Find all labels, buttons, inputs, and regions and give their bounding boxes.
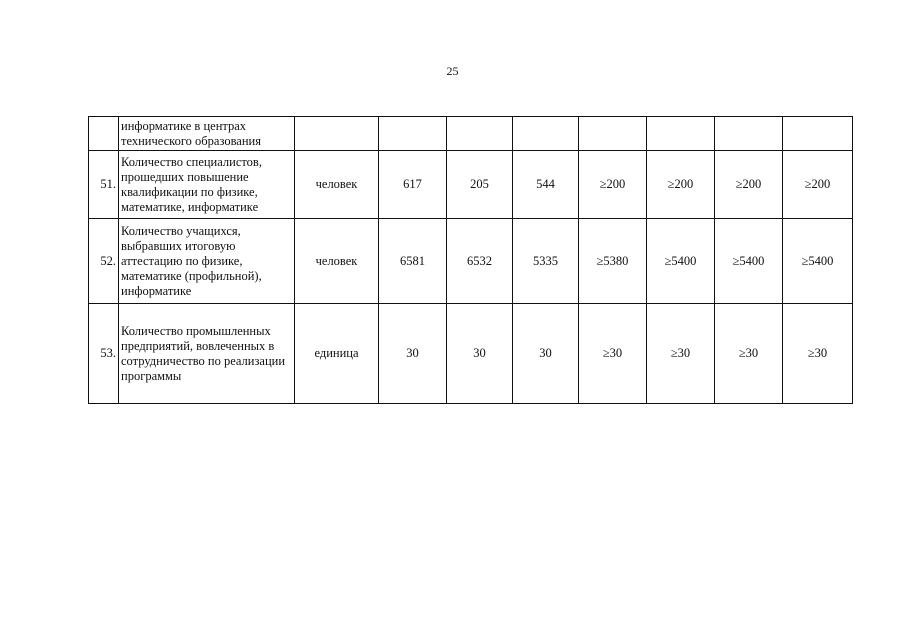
value-cell: ≥30	[647, 304, 715, 404]
value-cell: ≥30	[783, 304, 853, 404]
value-cell: ≥30	[579, 304, 647, 404]
value-cell: ≥200	[783, 151, 853, 219]
value-cell: ≥5400	[715, 219, 783, 304]
value-cell: 5335	[513, 219, 579, 304]
value-cell: 544	[513, 151, 579, 219]
indicators-table	[88, 116, 853, 404]
value-cell	[447, 117, 513, 151]
value-cell: ≥30	[715, 304, 783, 404]
table-row	[89, 117, 853, 151]
value-cell: 205	[447, 151, 513, 219]
unit-cell: единица	[295, 304, 379, 404]
unit-cell: человек	[295, 219, 379, 304]
indicator-name: информатике в центрах технического образования	[119, 117, 295, 151]
value-cell: 30	[447, 304, 513, 404]
value-cell: ≥5380	[579, 219, 647, 304]
value-cell	[579, 117, 647, 151]
indicator-name: Количество промышленных предприятий, вовлеченных в сотрудничество по реализации программы	[119, 304, 295, 404]
unit-cell	[295, 117, 379, 151]
value-cell	[379, 117, 447, 151]
value-cell: ≥200	[579, 151, 647, 219]
value-cell	[647, 117, 715, 151]
value-cell: 6532	[447, 219, 513, 304]
value-cell: ≥5400	[783, 219, 853, 304]
table-row	[89, 219, 853, 304]
row-number	[89, 117, 119, 151]
value-cell: 6581	[379, 219, 447, 304]
value-cell: ≥5400	[647, 219, 715, 304]
table-row	[89, 304, 853, 404]
page-number: 25	[446, 64, 459, 78]
indicator-name: Количество учащихся, выбравших итоговую аттестацию по физике, математике (профильной), информатике	[119, 219, 295, 304]
row-number: 53.	[89, 304, 119, 404]
row-number: 52.	[89, 219, 119, 304]
value-cell	[783, 117, 853, 151]
table-row	[89, 151, 853, 219]
value-cell	[513, 117, 579, 151]
value-cell: 30	[513, 304, 579, 404]
unit-cell: человек	[295, 151, 379, 219]
value-cell	[715, 117, 783, 151]
value-cell: 617	[379, 151, 447, 219]
value-cell: ≥200	[647, 151, 715, 219]
value-cell: 30	[379, 304, 447, 404]
row-number: 51.	[89, 151, 119, 219]
value-cell: ≥200	[715, 151, 783, 219]
indicator-name: Количество специалистов, прошедших повышение квалификации по физике, математике, информатике	[119, 151, 295, 219]
